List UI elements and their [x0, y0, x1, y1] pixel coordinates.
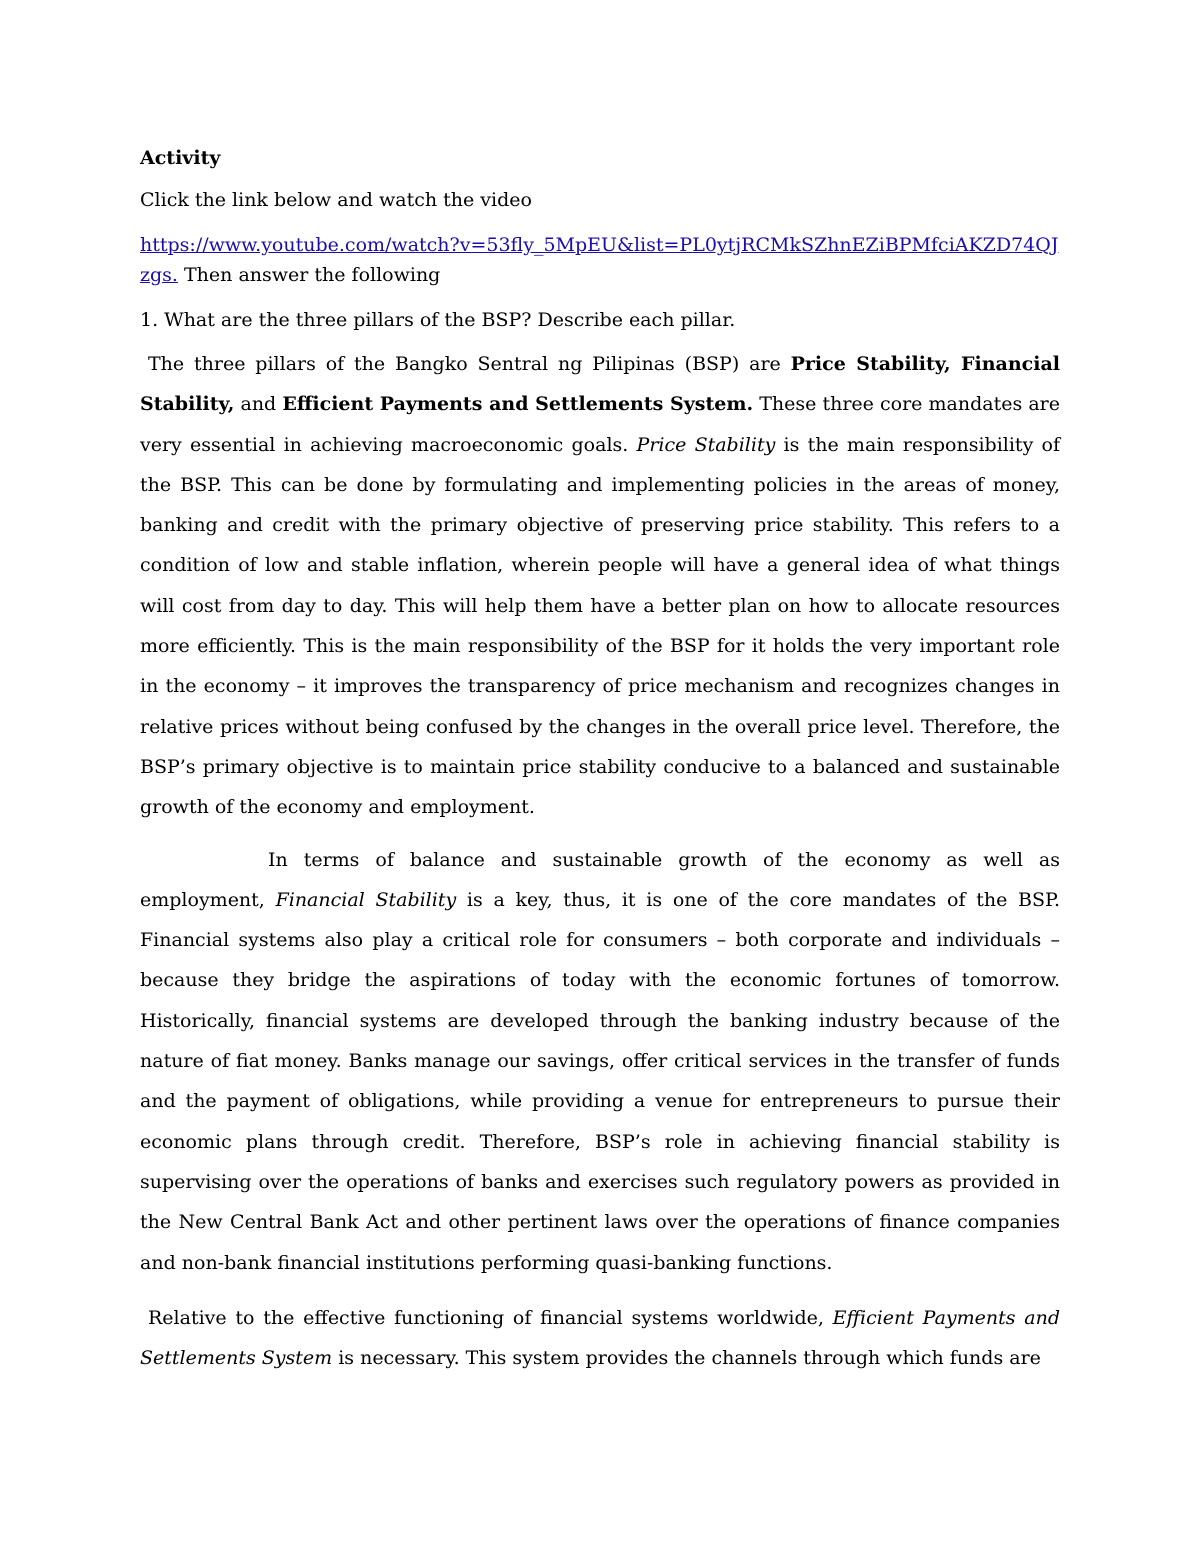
answer-paragraph-financial-stability: [140, 840, 1060, 1283]
activity-heading: Activity: [140, 147, 221, 169]
p1-text-4: is the main responsibility of the BSP. This can be done by formulating and implementing policies in the areas of money, banking and credit with the primary objective of preserving price stability. This refers to a condition of low and stable inflation, wherein people will have a general idea of what things will cost from day to day. This will help them have a better plan on how to allocate resources more efficiently. This is the main responsibility of the BSP for it holds the very important role in the economy – it improves the transparency of price mechanism and recognizes changes in relative prices without being confused by the changes in the overall price level. Therefore, the BSP’s primary objective is to maintain price stability conducive to a balanced and sustainable growth of the economy and employment.: [140, 433, 1060, 819]
p3-italic-1: Efficient Payments and Settlements System: [140, 1306, 1060, 1370]
p1-bold-1: Price Stability, Financial Stability,: [140, 353, 1060, 416]
p1-bold-2: Efficient Payments and Settlements System.: [282, 393, 754, 416]
p1-text-2: and: [234, 393, 283, 416]
p2-text-1: In terms of balance and sustainable growth of the economy as well as employment,: [140, 848, 1060, 911]
p3-text-2: is necessary. This system provides the channels through which funds are: [332, 1347, 1041, 1370]
p1-text-3: These three core mandates are very essential in achieving macroeconomic goals.: [140, 393, 1060, 456]
answer-paragraph-payments-system: [140, 1298, 1060, 1379]
video-link-paragraph: [140, 222, 1060, 300]
p3-text-1: Relative to the effective functioning of financial systems worldwide,: [148, 1306, 833, 1329]
answer-paragraph-price-stability: [140, 344, 1060, 828]
p2-text-2: is a key, thus, it is one of the core mandates of the BSP. Financial systems also play a critical role for consumers – both corporate and individuals – because they bridge the aspirations of today with the economic fortunes of tomorrow. Historically, financial systems are developed through the banking industry because of the nature of fiat money. Banks manage our savings, offer critical services in the transfer of funds and the payment of obligations, while providing a venue for entrepreneurs to pursue their economic plans through credit. Therefore, BSP’s role in achieving financial stability is supervising over the operations of banks and exercises such regulatory powers as provided in the New Central Bank Act and other pertinent laws over the operations of finance companies and non-bank financial institutions performing quasi-banking functions.: [140, 888, 1060, 1274]
p2-italic-1: Financial Stability: [275, 888, 457, 911]
p1-text-1: The three pillars of the Bangko Sentral ng Pilipinas (BSP) are: [148, 353, 791, 375]
document-page: [140, 138, 1060, 1378]
instruction-text: Click the link below and watch the video: [140, 189, 532, 211]
link-followup-text: Then answer the following: [177, 264, 441, 286]
question-1: 1. What are the three pillars of the BSP? Describe each pillar.: [140, 309, 736, 331]
youtube-video-link[interactable]: https://www.youtube.com/watch?v=53fly_5MpEU&list=PL0ytjRCMkSZhnEZiBPMfciAKZD74QJzgs.: [140, 234, 1059, 286]
p1-italic-1: Price Stability: [636, 433, 776, 456]
